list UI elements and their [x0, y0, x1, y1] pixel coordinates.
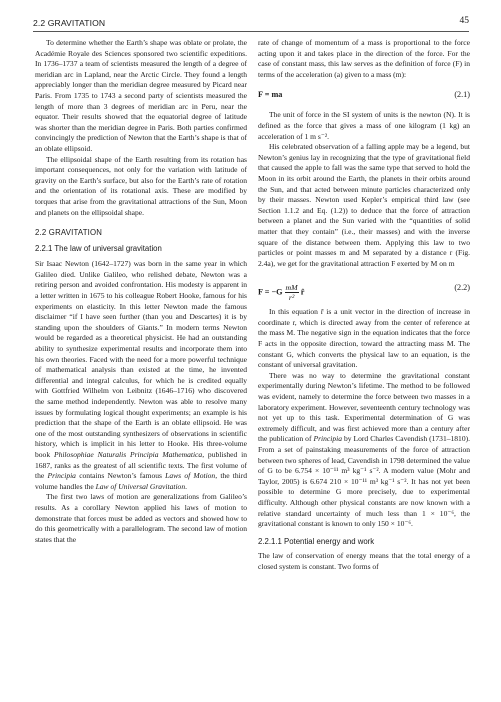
- text-run: contains Newton’s famous: [75, 471, 166, 481]
- book-title-short: Principia: [47, 471, 76, 481]
- paragraph: In this equation r̂ is a unit vector in the direction of increase in coordinate r, which is directed away from the center of reference at the mass M. The negative sign in the equation indicates that the force F acts in the opposite direction, toward the attracting mass M. The constant G, which converts the physical law to an equation, is the constant of universal gravitation.: [258, 307, 470, 370]
- book-title-short: Principia: [313, 434, 342, 444]
- equation-body: [258, 283, 304, 302]
- fraction-numerator: mM: [285, 283, 298, 293]
- equation-2-1: [258, 85, 470, 105]
- paragraph: The unit of force in the SI system of units is the newton (N). It is defined as the force that gives a mass of one kilogram (1 kg) an acceleration of 1 m s⁻².: [258, 110, 470, 141]
- running-header: [33, 16, 469, 30]
- section-heading: 2.2 GRAVITATION: [35, 228, 103, 238]
- header-rule: [33, 31, 469, 32]
- left-column: [35, 38, 247, 545]
- paragraph: His celebrated observation of a falling apple may be a legend, but Newton’s genius lay in recognizing that the type of gravitational field that caused the apple to fall was the same type that served to hold the Moon in its orbit around the Earth, the planets in their orbits around the Sun, and that acted between minute particles characterized only by their masses. Newton used Kepler’s empirical third law (see Section 1.1.2 and Eq. (1.2)) to deduce that the force of attraction between a planet and the Sun varied with the “quantities of solid matter that they contain” (i.e., their masses) and with the inverse square of the distance between them. Applying this law to two particles or point masses m and M separated by a distance r (Fig. 2.4a), we get for the gravitational attraction F exerted by M on m: [258, 142, 470, 268]
- paragraph: [258, 371, 470, 530]
- paragraph: rate of change of momentum of a mass is proportional to the force acting upon it and takes place in the direction of the force. For the case of constant mass, this law serves as the definition of force (F) in terms of the acceleration (a) given to a mass (m):: [258, 38, 470, 79]
- equation-number: (2.1): [454, 90, 470, 100]
- right-column: [258, 38, 470, 573]
- text-run: .: [185, 481, 187, 491]
- equation-lhs: F = −G: [258, 287, 283, 297]
- equation-fraction: [285, 283, 299, 302]
- text-run: by Lord Charles Cavendish (1731–1810). From a set of painstaking measurements of the force of attraction between two spheres of lead, Cavendish in 1798 determined the value of G to be 6.754 × 10⁻¹¹ m³ kg⁻¹ s⁻². A modern value (Mohr and Taylor, 2005) is 6.674 210 × 10⁻¹¹ m³ kg⁻¹ s⁻². It has not yet been possible to determine G more precisely, due to experimental difficulty. Although other physical constants are now known with a relative standard uncertainty of much less than 1 × 10⁻⁶, the gravitational constant is known to only 150 × 10⁻⁶.: [258, 434, 470, 529]
- book-title: Philosophiae Naturalis Principia Mathematica: [53, 449, 203, 459]
- paragraph: [35, 259, 247, 492]
- law-of-gravitation: Law of Universal Gravitation: [95, 481, 186, 491]
- text-run: There was no way to determine the gravitational constant experimentally during Newton’s lifetime. The method to be followed was evident, namely to determine the force between two masses in a laboratory experiment. However, seventeenth century technology was not yet up to this task. Experimental determination of G was extremely difficult, and was first achieved more than a century after the publication of: [258, 370, 470, 444]
- equation-body: F = ma: [258, 90, 283, 100]
- fraction-denominator: r²: [288, 293, 295, 303]
- running-header-section: 2.2 GRAVITATION: [33, 18, 106, 28]
- subsection-heading: 2.2.1 The law of universal gravitation: [35, 243, 162, 253]
- text-run: Sir Isaac Newton (1642–1727) was born in the same year in which Galileo died. Unlike Galileo, who relished debate, Newton was a retiring person and avoided confrontation. His modesty is apparent in a letter written in 1675 to his colleague Robert Hooke, famous for his experiments on elasticity. In this letter Newton made the famous disclaimer “if I have seen further (than you and Descartes) it is by standing upon the shoulders of Giants.” In modern terms Newton would be regarded as a theoretical physicist. He had an outstanding ability to synthesize experimental results and incorporate them into his own theories. Faced with the need for a more powerful technique of mathematical analysis than existed at the time, he invented differential and integral calculus, for which he is credited equally with Gottfried Wilhelm von Leibnitz (1646–1716) who discovered the same method independently. Newton was able to resolve many issues by formulating logical thought experiments; an example is his prediction that the shape of the Earth is an oblate ellipsoid. He was one of the most outstanding synthesizers of observations in scientific history, which is implicit in his letter to Hooke. His three-volume book: [35, 259, 247, 459]
- paragraph: The ellipsoidal shape of the Earth resulting from its rotation has important consequences, not only for the variation with latitude of gravity on the Earth’s surface, but also for the Earth’s rate of rotation and the orientation of its rotational axis. These are modified by torques that arise from the gravitational attractions of the Sun, Moon and planets on the ellipsoidal shape.: [35, 154, 247, 217]
- equation-2-2: [258, 274, 470, 302]
- equation-number: (2.2): [454, 283, 470, 293]
- text-run: , the third volume handles the: [35, 471, 248, 491]
- unit-vector: r̂: [300, 287, 305, 297]
- text-run: , published in 1687, ranks as the greatest of all scientific texts. The first volume of the: [35, 449, 247, 481]
- paragraph: To determine whether the Earth’s shape was oblate or prolate, the Académie Royale des Sciences sponsored two scientific expeditions. In 1736–1737 a team of scientists measured the length of a degree of meridian arc in Lapland, near the Arctic Circle. They found a length appreciably longer than the meridian degree measured by Picard near Paris. From 1735 to 1743 a second party of scientists measured the length of more than 3 degrees of meridian arc in Peru, near the equator. Their results showed that the equatorial degree of latitude was shorter than the meridian degree in Paris. Both parties confirmed convincingly the prediction of Newton that the Earth’s shape is that of an oblate ellipsoid.: [35, 38, 247, 153]
- subsubsection-heading: 2.2.1.1 Potential energy and work: [258, 536, 375, 546]
- paragraph: The first two laws of motion are generalizations from Galileo’s results. As a corollary Newton applied his laws of motion to demonstrate that forces must be added as vectors and showed how to do this geometrically with a parallelogram. The second law of motion states that the: [35, 492, 247, 544]
- paragraph: The law of conservation of energy means that the total energy of a closed system is constant. Two forms of: [258, 551, 470, 571]
- laws-of-motion: Laws of Motion: [165, 471, 216, 481]
- page-number: 45: [459, 16, 469, 26]
